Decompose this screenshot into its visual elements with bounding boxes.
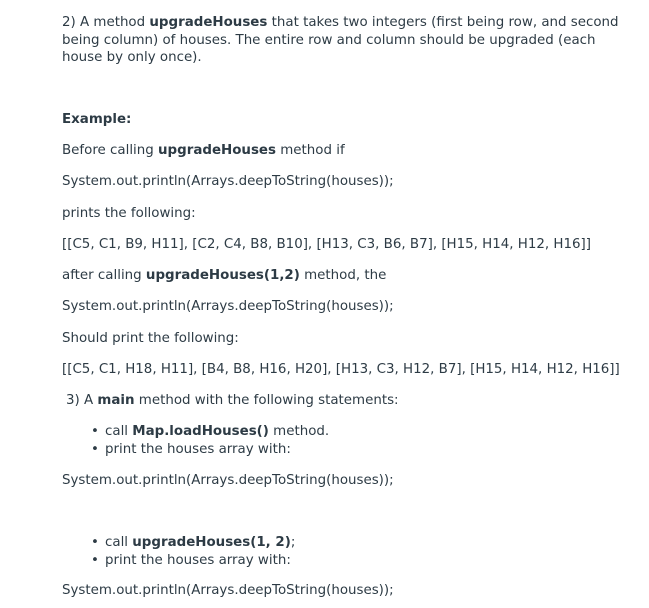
main-keyword: main — [97, 393, 135, 408]
after-method-name: upgradeHouses(1,2) — [145, 268, 300, 283]
print-statement-2: System.out.println(Arrays.deepToString(houses)); — [62, 299, 394, 314]
bullet-icon: • — [91, 442, 99, 457]
before-method-name: upgradeHouses — [158, 143, 276, 158]
bullet-icon: • — [91, 424, 99, 439]
before-calling-line: Before calling upgradeHouses method if — [62, 143, 345, 158]
bullet-icon: • — [91, 553, 99, 568]
intro-prefix: 2) A method — [62, 15, 150, 30]
list-item: • call upgradeHouses(1, 2); — [91, 535, 296, 550]
prints-following-line: prints the following: — [62, 206, 196, 221]
output-before: [[C5, C1, B9, H11], [C2, C4, B8, B10], [H13, C3, B6, B7], [H15, H14, H12, H16]] — [62, 237, 591, 252]
output-after: [[C5, C1, H18, H11], [B4, B8, H16, H20], [H13, C3, H12, B7], [H15, H14, H12, H16]] — [62, 362, 620, 377]
main-section-heading: 3) A main method with the following statements: — [66, 393, 399, 408]
list-item: • print the houses array with: — [91, 442, 291, 457]
list-item: • print the houses array with: — [91, 553, 291, 568]
print-statement-4: System.out.println(Arrays.deepToString(houses)); — [62, 583, 394, 598]
list-item: • call Map.loadHouses() method. — [91, 424, 330, 439]
should-print-line: Should print the following: — [62, 331, 239, 346]
example-heading: Example: — [62, 112, 132, 127]
bullet-list-1 — [91, 423, 329, 459]
print-statement-3: System.out.println(Arrays.deepToString(houses)); — [62, 473, 394, 488]
after-calling-line: after calling upgradeHouses(1,2) method, the — [62, 268, 387, 283]
intro-method-name: upgradeHouses — [149, 15, 268, 30]
print-statement-1: System.out.println(Arrays.deepToString(houses)); — [62, 174, 394, 189]
bullet-list-2 — [91, 534, 295, 570]
intro-paragraph — [62, 14, 622, 67]
bullet-icon: • — [91, 535, 99, 550]
intro-suffix: that takes two integers (first being row, and second being column) of houses. The entire row and column should be upgraded (each house by only once). — [62, 15, 619, 65]
